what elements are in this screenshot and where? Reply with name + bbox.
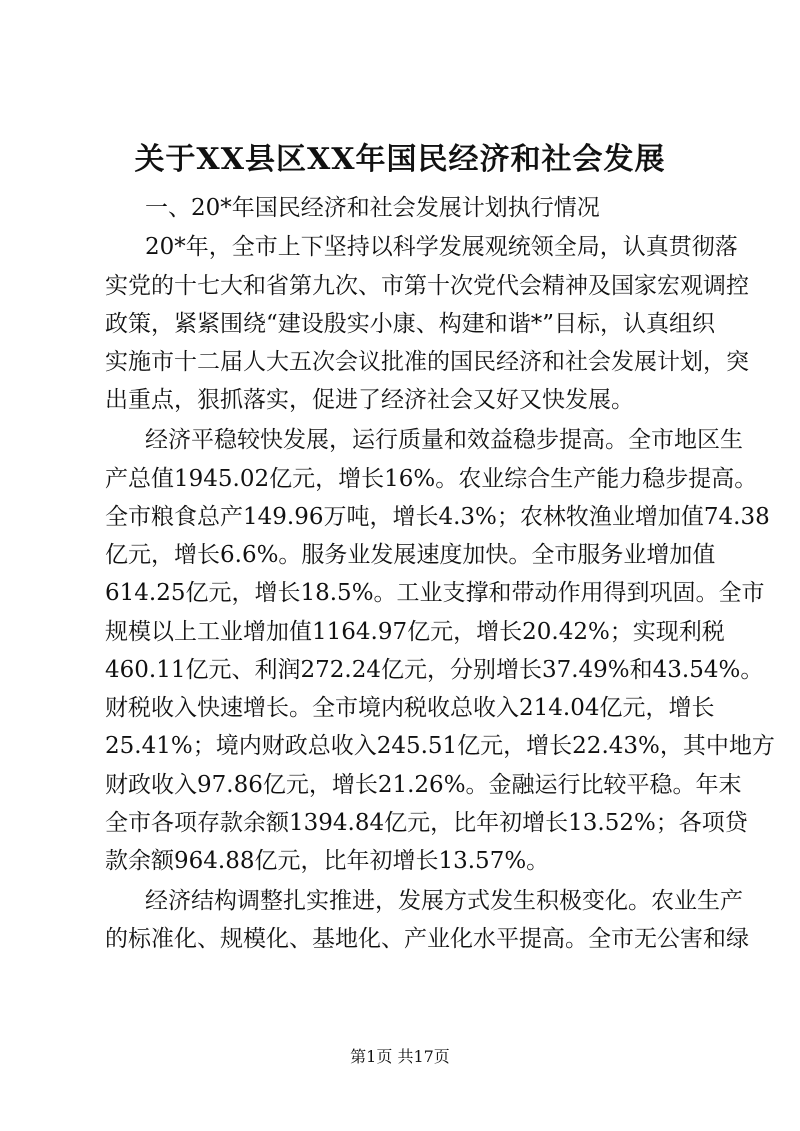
paragraph-1-line-1: 20*年，全市上下坚持以科学发展观统领全局，认真贯彻落 xyxy=(145,234,738,260)
paragraph-2-line-12: 款余额964.88亿元，比年初增长13.57%。 xyxy=(105,848,550,874)
paragraph-2-line-8: 财税收入快速增长。全市境内税收总收入214.04亿元，增长 xyxy=(105,695,715,721)
page-number-footer: 第1页 共17页 xyxy=(350,1047,450,1066)
paragraph-3-line-2: 的标准化、规模化、基地化、产业化水平提高。全市无公害和绿 xyxy=(105,926,749,952)
paragraph-3-line-1: 经济结构调整扎实推进，发展方式发生积极变化。农业生产 xyxy=(145,888,743,914)
document-title: 关于XX县区XX年国民经济和社会发展 xyxy=(134,142,666,177)
paragraph-1-line-4: 实施市十二届人大五次会议批准的国民经济和社会发展计划，突 xyxy=(105,349,749,375)
section-heading: 一、20*年国民经济和社会发展计划执行情况 xyxy=(145,195,600,221)
paragraph-1-line-2: 实党的十七大和省第九次、市第十次党代会精神及国家宏观调控 xyxy=(105,273,749,299)
paragraph-2-line-4: 亿元，增长6.6%。服务业发展速度加快。全市服务业增加值 xyxy=(105,542,716,568)
paragraph-2-line-10: 财政收入97.86亿元，增长21.26%。金融运行比较平稳。年末 xyxy=(105,772,742,798)
paragraph-2-line-9: 25.41%；境内财政总收入245.51亿元，增长22.43%，其中地方 xyxy=(105,733,775,759)
paragraph-2-line-3: 全市粮食总产149.96万吨，增长4.3%；农林牧渔业增加值74.38 xyxy=(105,504,770,530)
paragraph-1-line-5: 出重点，狠抓落实，促进了经济社会又好又快发展。 xyxy=(105,387,634,413)
paragraph-2-line-6: 规模以上工业增加值1164.97亿元，增长20.42%；实现利税 xyxy=(105,619,725,645)
paragraph-2-line-11: 全市各项存款余额1394.84亿元，比年初增长13.52%；各项贷 xyxy=(105,810,748,836)
paragraph-2-line-5: 614.25亿元，增长18.5%。工业支撑和带动作用得到巩固。全市 xyxy=(105,580,765,606)
paragraph-1-line-3: 政策，紧紧围绕“建设殷实小康、构建和谐*”目标，认真组织 xyxy=(105,311,716,337)
paragraph-2-line-1: 经济平稳较快发展，运行质量和效益稳步提高。全市地区生 xyxy=(145,427,743,453)
paragraph-2-line-7: 460.11亿元、利润272.24亿元，分别增长37.49%和43.54%。 xyxy=(105,657,764,683)
paragraph-2-line-2: 产总值1945.02亿元，增长16%。农业综合生产能力稳步提高。 xyxy=(105,466,758,492)
